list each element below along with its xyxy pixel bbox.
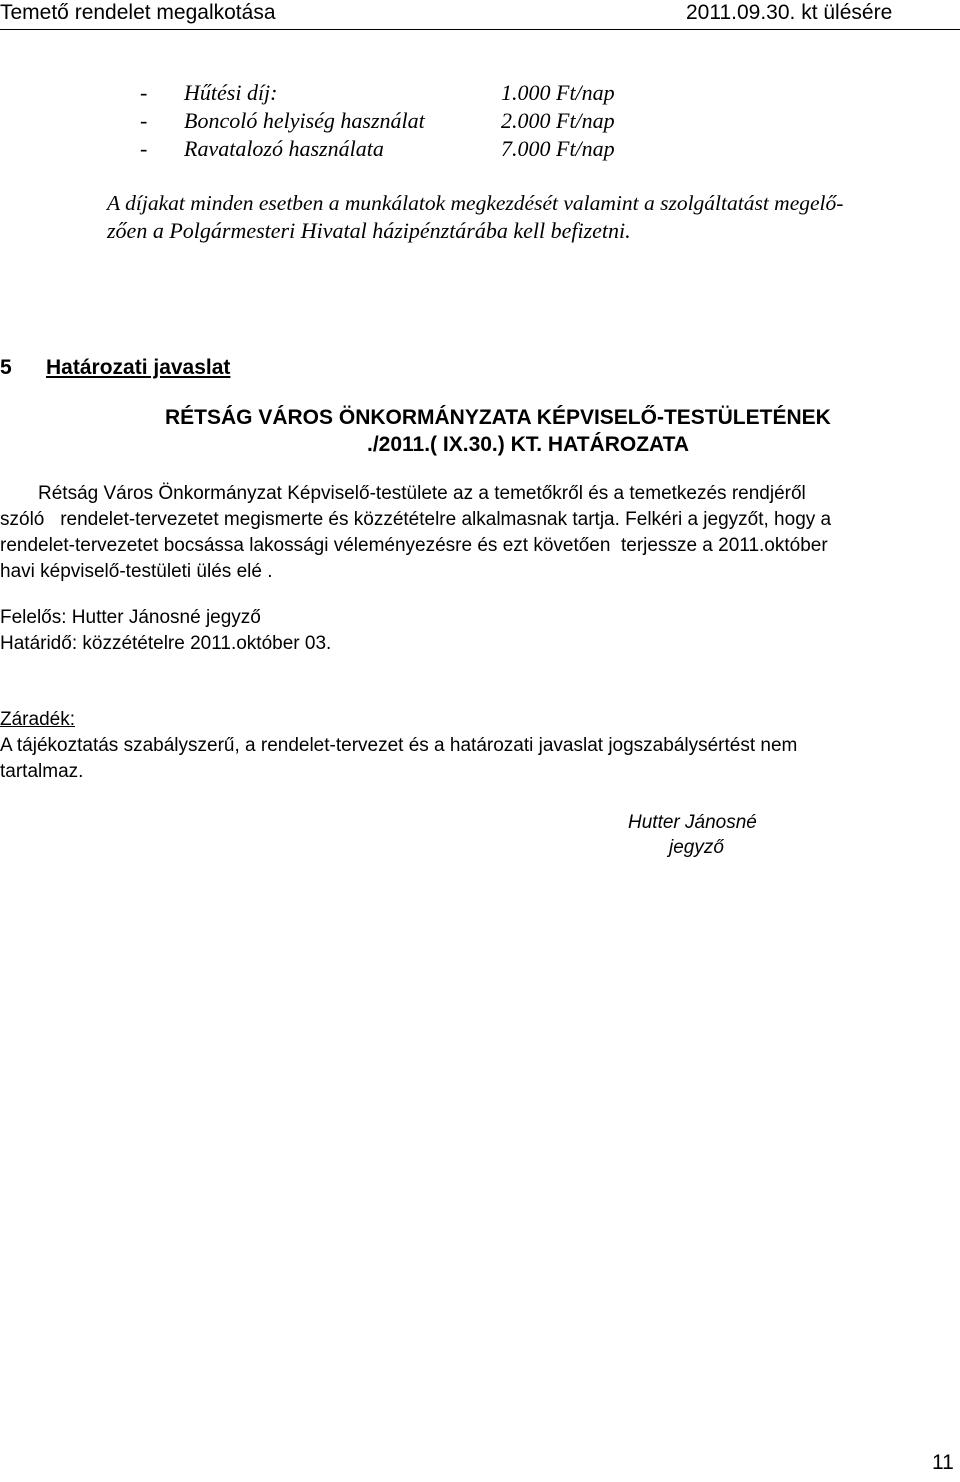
signature-title: jegyző: [669, 837, 724, 858]
fee-dash: -: [140, 136, 148, 161]
fee-amount: 7.000 Ft/nap: [501, 136, 615, 161]
resolution-heading-suffix: HATÁROZATA: [542, 433, 690, 456]
resolution-body-line: Rétság Város Önkormányzat Képviselő-testülete az a temetőkről és a temetkezés rendjéről: [38, 483, 806, 504]
page-number: 11: [932, 1451, 954, 1474]
fee-label: Ravatalozó használata: [184, 136, 384, 161]
resolution-body-line: szóló rendelet-tervezetet megismerte és közzétételre alkalmasnak tartja. Felkéri a jegyzőt, hogy a: [0, 509, 832, 530]
fees-note-line: A díjakat minden esetben a munkálatok megkezdését valamint a szolgáltatást megelő-: [107, 191, 844, 215]
fee-dash: -: [140, 108, 148, 133]
resolution-body-line: rendelet-tervezetet bocsássa lakossági véleményezésre és ezt követően terjessze a 2011.október: [0, 535, 828, 556]
fees-note-line: zően a Polgármesteri Hivatal házipénztárába kell befizetni.: [107, 218, 631, 243]
fee-label: Hűtési díj:: [184, 80, 278, 105]
section-number: 5: [0, 356, 12, 379]
clause-text-line: A tájékoztatás szabályszerű, a rendelet-tervezet és a határozati javaslat jogszabálysértést nem: [0, 735, 798, 756]
signature-name: Hutter Jánosné: [628, 812, 757, 833]
clause-label: Záradék:: [0, 709, 75, 730]
resolution-body-line: havi képviselő-testületi ülés elé .: [0, 561, 273, 582]
header-document-title: Temető rendelet megalkotása: [0, 1, 276, 24]
fee-label: Boncoló helyiség használat: [184, 108, 425, 133]
deadline: Határidő: közzétételre 2011.október 03.: [0, 633, 332, 654]
resolution-heading-line: [367, 431, 689, 459]
resolution-number: ./2011.( IX.30.) KT.: [367, 433, 543, 456]
header-divider: [0, 29, 960, 30]
section-title: Határozati javaslat: [46, 356, 231, 379]
resolution-heading-line: RÉTSÁG VÁROS ÖNKORMÁNYZATA KÉPVISELŐ-TESTÜLETÉNEK: [165, 406, 831, 429]
fee-dash: -: [140, 80, 148, 105]
fee-amount: 1.000 Ft/nap: [501, 80, 615, 105]
fee-amount: 2.000 Ft/nap: [501, 108, 615, 133]
header-meeting-date: 2011.09.30. kt ülésére: [686, 1, 893, 24]
clause-text-line: tartalmaz.: [0, 761, 84, 782]
responsible-person: Felelős: Hutter Jánosné jegyző: [0, 607, 261, 628]
